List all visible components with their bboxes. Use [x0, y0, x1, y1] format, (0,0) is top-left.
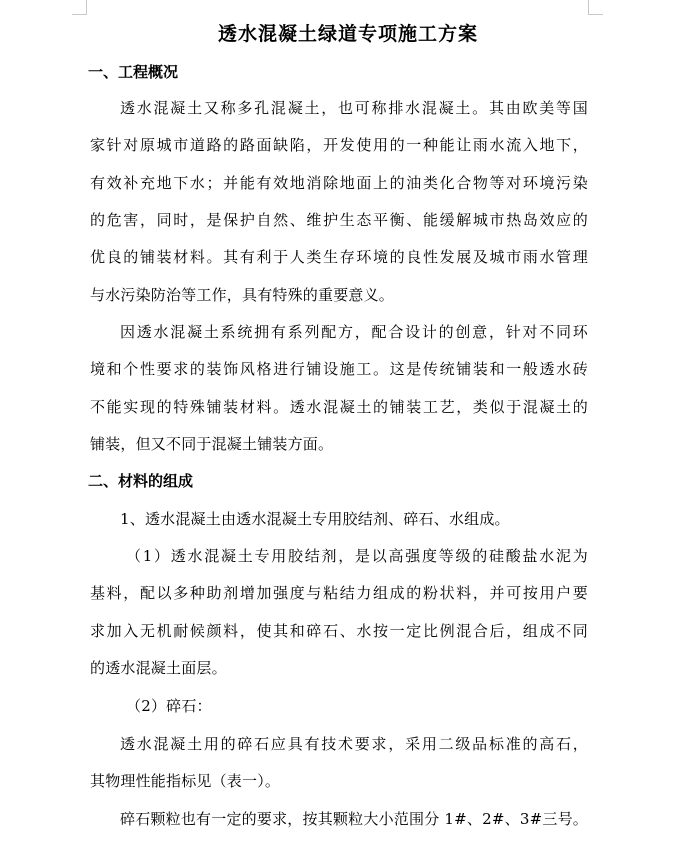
document-title: 透水混凝土绿道专项施工方案: [217, 23, 478, 45]
paragraph-line: 境和个性要求的装饰风格进行铺设施工。这是传统铺装和一般透水砖: [90, 360, 588, 378]
sub-heading-gravel: （2）碎石：: [126, 697, 212, 715]
paragraph-line: 铺装，但又不同于混凝土铺装方面。: [90, 435, 334, 453]
paragraph-line: 不能实现的特殊铺装材料。透水混凝土的铺装工艺，类似于混凝土的: [90, 398, 588, 416]
list-item: 1、透水混凝土由透水混凝土专用胶结剂、碎石、水组成。: [120, 510, 510, 528]
paragraph-line: 与水污染防治等工作，具有特殊的重要意义。: [90, 286, 395, 304]
paragraph-line: 碎石颗粒也有一定的要求，按其颗粒大小范围分 1#、2#、3#三号。: [120, 810, 588, 828]
paragraph-line: （1）透水混凝土专用胶结剂，是以高强度等级的硅酸盐水泥为: [126, 547, 588, 565]
margin-mark-top-right: [588, 0, 603, 15]
section-heading-materials: 二、材料的组成: [88, 472, 194, 490]
paragraph-line: 透水混凝土用的碎石应具有技术要求，采用二级品标准的高石，: [120, 735, 588, 753]
paragraph-line: 有效补充地下水；并能有效地消除地面上的油类化合物等对环境污染: [90, 174, 588, 192]
paragraph-line: 透水混凝土又称多孔混凝土，也可称排水混凝土。其由欧美等国: [120, 99, 588, 117]
paragraph-line: 基料，配以多种助剂增加强度与粘结力组成的粉状料，并可按用户要: [90, 584, 588, 602]
paragraph-line: 其物理性能指标见（表一）。: [90, 772, 281, 790]
paragraph-line: 的危害，同时，是保护自然、维护生态平衡、能缓解城市热岛效应的: [90, 211, 588, 229]
paragraph-line: 因透水混凝土系统拥有系列配方，配合设计的创意，针对不同环: [120, 323, 588, 341]
paragraph-line: 家针对原城市道路的路面缺陷，开发使用的一种能让雨水流入地下，: [90, 136, 588, 154]
section-heading-overview: 一、工程概况: [88, 63, 179, 81]
paragraph-line: 的透水混凝土面层。: [90, 659, 227, 677]
paragraph-line: 优良的铺装材料。其有利于人类生存环境的良性发展及城市雨水管理: [90, 248, 588, 266]
paragraph-line: 求加入无机耐候颜料，使其和碎石、水按一定比例混合后，组成不同: [90, 622, 588, 640]
margin-mark-top-left: [72, 0, 87, 15]
